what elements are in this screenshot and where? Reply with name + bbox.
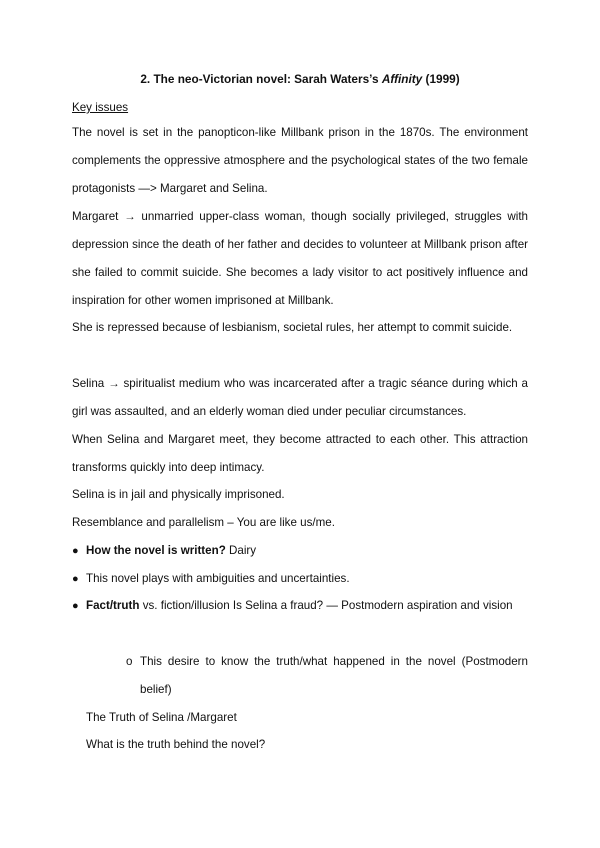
paragraph-margaret: Margaret → unmarried upper-class woman, though socially privileged, struggles with depression since the death of her father and decides to volunteer at Millbank prison after she failed to commit suicide. She becomes a lady visitor to act positively influence and inspiration for other women imprisoned at Millbank. <box>72 210 528 307</box>
bullet-bold: How the novel is written? <box>86 544 226 557</box>
closing-truth-of: The Truth of Selina /Margaret <box>86 711 237 724</box>
bullet-dot-icon: ● <box>72 600 79 612</box>
bullet-text: This novel plays with ambiguities and uncertainties. <box>86 572 350 585</box>
title-prefix: 2. The neo-Victorian novel: Sarah Waters’s <box>140 72 382 86</box>
paragraph-setting: The novel is set in the panopticon-like Millbank prison in the 1870s. The environment complements the oppressive atmosphere and the psychological states of the two female protagonists —> Margaret and Selina. <box>72 126 528 195</box>
paragraph-resemblance: Resemblance and parallelism – You are like us/me. <box>72 516 335 529</box>
sub-bullet-marker: o <box>126 655 133 668</box>
sub-bullet-text: This desire to know the truth/what happened in the novel (Postmodern belief) <box>140 655 528 696</box>
bullet-dot-icon: ● <box>72 545 79 557</box>
title-italic-work: Affinity <box>381 72 423 86</box>
bullet-dot-icon: ● <box>72 573 79 585</box>
bullet-bold: Fact/truth <box>86 599 140 612</box>
paragraph-jail: Selina is in jail and physically imprisoned. <box>72 488 285 501</box>
paragraph-selina: Selina → spiritualist medium who was incarcerated after a tragic séance during which a girl was assaulted, and an elderly woman died under peculiar circumstances. <box>72 377 528 418</box>
paragraph-meet: When Selina and Margaret meet, they become attracted to each other. This attraction transforms quickly into deep intimacy. <box>72 433 528 474</box>
bullet-rest: Dairy <box>225 544 257 557</box>
bullet-text <box>86 537 528 565</box>
page-title <box>0 72 600 86</box>
bullet-text <box>86 592 528 620</box>
key-issues-heading: Key issues <box>72 101 129 114</box>
closing-truth-behind: What is the truth behind the novel? <box>86 738 266 751</box>
bullet-rest: vs. fiction/illusion Is Selina a fraud? — Postmodern aspiration and vision <box>139 599 513 612</box>
title-suffix: (1999) <box>422 72 460 86</box>
paragraph-repressed: She is repressed because of lesbianism, societal rules, her attempt to commit suicide. <box>72 321 513 334</box>
